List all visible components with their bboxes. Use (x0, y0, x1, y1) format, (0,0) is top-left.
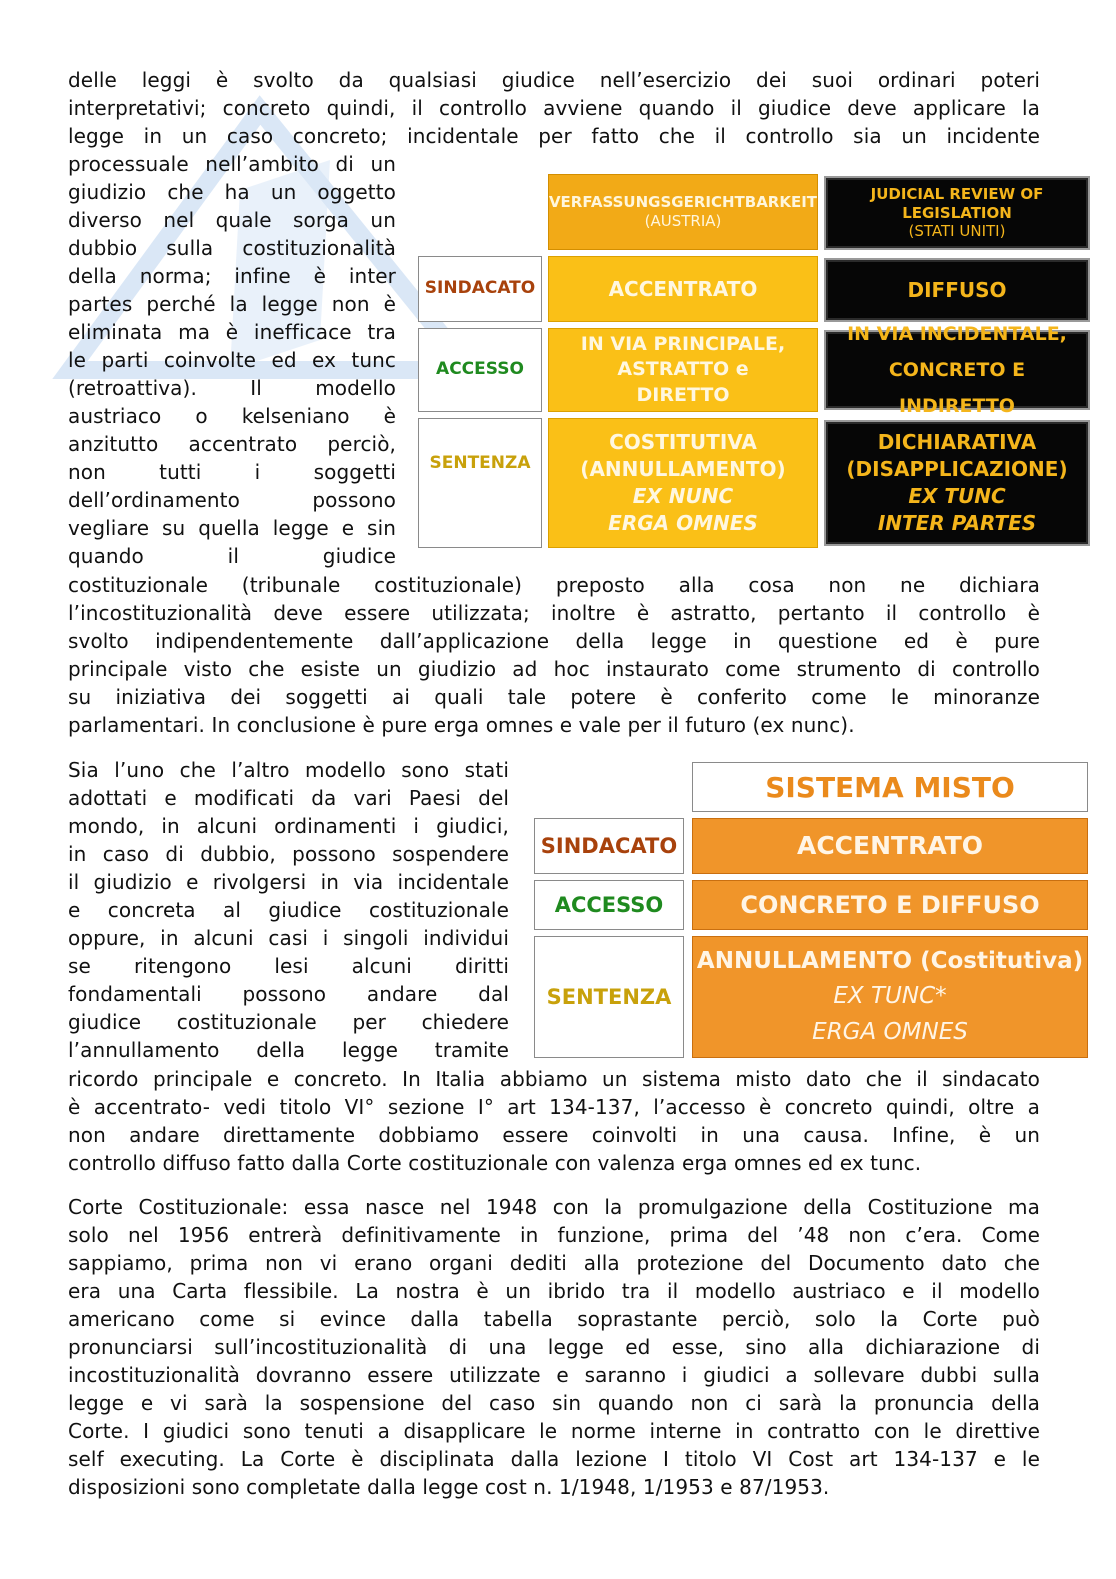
text-line: giudice costituzionale per chiedere (68, 1010, 509, 1034)
cell-text: EX TUNC* (833, 983, 947, 1010)
cell-austria-sentenza (548, 418, 818, 548)
cell-text: IN VIA PRINCIPALE, (580, 332, 786, 355)
text-line: il giudizio e rivolgersi in via incidentale (68, 870, 509, 894)
header-austria-country: (AUSTRIA) (644, 212, 722, 230)
cell-usa-sindacato: DIFFUSO (826, 260, 1088, 320)
text-line: fondamentali possono andare dal (68, 982, 509, 1006)
misto-label-accesso: ACCESSO (534, 880, 684, 930)
misto-label-sentenza: SENTENZA (534, 936, 684, 1058)
header-usa-country: (STATI UNITI) (908, 222, 1006, 241)
cell-text: DICHIARATIVA (877, 430, 1037, 454)
text-line: oppure, in alcuni casi i singoli individui (68, 926, 509, 950)
text-line: delle leggi è svolto da qualsiasi giudice nell’esercizio dei suoi ordinari poteri (68, 68, 1040, 92)
text-line: se ritengono lesi alcuni diritti (68, 954, 509, 978)
misto-cell-sindacato: ACCENTRATO (692, 818, 1088, 874)
text-line: l’annullamento della legge tramite (68, 1038, 509, 1062)
text-line: controllo diffuso fatto dalla Corte costituzionale con valenza erga omnes ed ex tunc. (68, 1151, 922, 1175)
text-line: partes perché la legge non è (68, 292, 396, 316)
header-usa-line2: LEGISLATION (902, 203, 1012, 222)
text-line: pronunciarsi sull’incostituzionalità di una legge ed esse, sino alla dichiarazione di (68, 1335, 1040, 1359)
cell-text: EX NUNC (632, 484, 734, 508)
label-sindacato: SINDACATO (418, 256, 542, 322)
misto-label-sindacato: SINDACATO (534, 818, 684, 874)
text-line: anzitutto accentrato perciò, (68, 432, 396, 456)
text-line: dubbio sulla costituzionalità (68, 236, 396, 260)
text-line: vegliare su quella legge e sin (68, 516, 396, 540)
text-line: parlamentari. In conclusione è pure erga omnes e vale per il futuro (ex nunc). (68, 713, 855, 737)
cell-usa-accesso (826, 322, 1088, 418)
text-line: in caso di dubbio, possono sospendere (68, 842, 509, 866)
text-line: dell’ordinamento possono (68, 488, 396, 512)
text-line: sappiamo, prima non vi erano organi dediti alla protezione del Documento dato che (68, 1251, 1040, 1275)
text-line: adottati e modificati da vari Paesi del (68, 786, 509, 810)
text-line: ricordo principale e concreto. In Italia abbiamo un sistema misto dato che il sindacato (68, 1067, 1040, 1091)
cell-text: DIRETTO (636, 383, 730, 406)
text-line: era una Carta flessibile. La nostra è un ibrido tra il modello austriaco e il modello (68, 1279, 1040, 1303)
header-usa (826, 178, 1088, 248)
text-line: Sia l’uno che l’altro modello sono stati (68, 758, 509, 782)
text-line: eliminata ma è inefficace tra (68, 320, 396, 344)
label-accesso: ACCESSO (418, 328, 542, 412)
text-line: americano come si evince dalla tabella soprastante perciò, solo la Corte può (68, 1307, 1040, 1331)
text-line: giudizio che ha un oggetto (68, 180, 396, 204)
text-line: della norma; infine è inter (68, 264, 396, 288)
text-line: processuale nell’ambito di un (68, 152, 396, 176)
text-line: principale visto che esiste un giudizio ad hoc instaurato come strumento di controllo (68, 657, 1040, 681)
header-usa-line1: JUDICIAL REVIEW OF (870, 184, 1044, 203)
text-line: solo nel 1956 entrerà definitivamente in funzione, prima del ’48 non c’era. Come (68, 1223, 1040, 1247)
text-line: Corte. I giudici sono tenuti a disapplicare le norme interne in contratto con le direttive (68, 1419, 1040, 1443)
text-line: disposizioni sono completate dalla legge cost n. 1/1948, 1/1953 e 87/1953. (68, 1475, 830, 1499)
text-line: interpretativi; concreto quindi, il controllo avviene quando il giudice deve applicare la (68, 96, 1040, 120)
text-line: svolto indipendentemente dall’applicazione della legge in questione ed è pure (68, 629, 1040, 653)
text-line: legge in un caso concreto; incidentale per fatto che il controllo sia un incidente (68, 124, 1040, 148)
misto-cell-sentenza (692, 936, 1088, 1058)
text-line: austriaco o kelseniano è (68, 404, 396, 428)
text-line: su iniziativa dei soggetti ai quali tale potere è conferito come le minoranze (68, 685, 1040, 709)
cell-text: CONCRETO E INDIRETTO (888, 358, 1026, 418)
cell-text: (ANNULLAMENTO) (580, 457, 786, 481)
text-line: quando il giudice (68, 544, 396, 568)
text-line: (retroattiva). Il modello (68, 376, 396, 400)
cell-usa-sentenza (826, 422, 1088, 544)
cell-text: INTER PARTES (877, 511, 1037, 535)
text-line: non tutti i soggetti (68, 460, 396, 484)
text-line: diverso nel quale sorga un (68, 208, 396, 232)
text-line: l’incostituzionalità deve essere utilizzata; inoltre è astratto, pertanto il controllo è (68, 601, 1040, 625)
misto-cell-accesso: CONCRETO E DIFFUSO (692, 880, 1088, 930)
header-austria (548, 174, 818, 250)
text-line: costituzionale (tribunale costituzionale) preposto alla cosa non ne dichiara (68, 573, 1040, 597)
text-line: e concreta al giudice costituzionale (68, 898, 509, 922)
text-line: Corte Costituzionale: essa nasce nel 1948 con la promulgazione della Costituzione ma (68, 1195, 1040, 1219)
text-line: legge e vi sarà la sospensione del caso sin quando non ci sarà la pronuncia della (68, 1391, 1040, 1415)
cell-text: IN VIA INCIDENTALE, (847, 322, 1067, 345)
misto-title: SISTEMA MISTO (692, 762, 1088, 812)
cell-austria-accesso (548, 328, 818, 412)
label-sentenza: SENTENZA (418, 418, 542, 548)
cell-austria-sindacato: ACCENTRATO (548, 256, 818, 322)
header-austria-title: VERFASSUNGSGERICHTBARKEIT (548, 193, 818, 212)
text-line: non andare direttamente dobbiamo essere coinvolti in una causa. Infine, è un (68, 1123, 1040, 1147)
cell-text: ASTRATTO e (617, 358, 749, 381)
text-line: mondo, in alcuni ordinamenti i giudici, (68, 814, 509, 838)
cell-text: COSTITUTIVA (609, 430, 757, 454)
cell-text: ERGA OMNES (608, 511, 758, 535)
cell-text: EX TUNC (908, 484, 1006, 508)
text-line: self executing. La Corte è disciplinata dalla lezione I titolo VI Cost art 134-137 e le (68, 1447, 1040, 1471)
text-line: le parti coinvolte ed ex tunc (68, 348, 396, 372)
text-line: incostituzionalità dovranno essere utilizzate e saranno i giudici a sollevare dubbi sulla (68, 1363, 1040, 1387)
cell-text: (DISAPPLICAZIONE) (846, 457, 1068, 481)
cell-text: ERGA OMNES (812, 1018, 968, 1045)
text-line: è accentrato- vedi titolo VI° sezione I° art 134-137, l’accesso è concreto quindi, oltre a (68, 1095, 1040, 1119)
cell-text: ANNULLAMENTO (Costitutiva) (696, 947, 1084, 974)
